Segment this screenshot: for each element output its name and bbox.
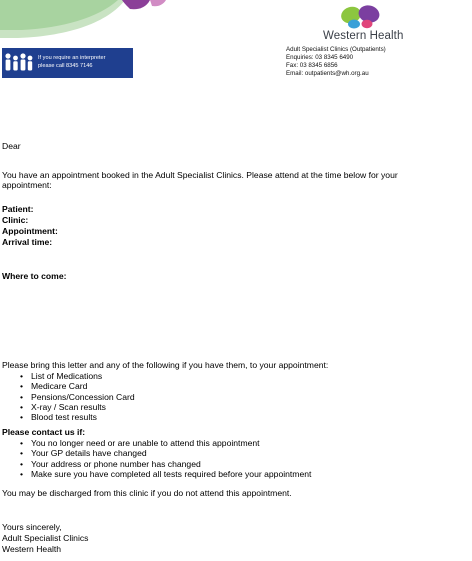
people-icon	[4, 52, 34, 74]
interpreter-line-2: please call 8345 7146	[38, 63, 93, 69]
list-item: • Your address or phone number has changed	[20, 459, 311, 469]
intro-paragraph: You have an appointment booked in the Adult Specialist Clinics. Please attend at the time below for your appointment:	[2, 170, 398, 191]
list-item: • Medicare Card	[20, 381, 135, 391]
list-item: • You no longer need or are unable to attend this appointment	[20, 438, 311, 448]
arrival-time-label: Arrival time:	[2, 237, 53, 247]
list-item: • Your GP details have changed	[20, 448, 311, 458]
clinic-label: Clinic:	[2, 215, 29, 225]
contact-department: Adult Specialist Clinics (Outpatients)	[286, 46, 386, 53]
bring-intro: Please bring this letter and any of the following if you have them, to your appointment:	[2, 360, 329, 370]
discharge-note: You may be discharged from this clinic if you do not attend this appointment.	[2, 488, 292, 498]
contact-reasons-list	[20, 438, 311, 479]
contact-us-heading: Please contact us if:	[2, 427, 86, 437]
list-item: • List of Medications	[20, 371, 135, 381]
list-item: • X-ray / Scan results	[20, 402, 135, 412]
brand-name: Western Health	[323, 30, 404, 42]
where-to-come-label: Where to come:	[2, 271, 67, 281]
contact-enquiries: Enquiries: 03 8345 6490	[286, 54, 354, 62]
bring-list	[20, 371, 135, 423]
clinic-contact-block	[286, 46, 386, 78]
header-swoosh-graphic	[0, 0, 175, 40]
interpreter-banner	[2, 48, 133, 78]
contact-fax: Fax: 03 8345 6856	[286, 62, 338, 70]
appointment-label: Appointment:	[2, 226, 58, 236]
list-item: • Make sure you have completed all tests required before your appointment	[20, 469, 311, 479]
list-item: • Blood test results	[20, 412, 135, 422]
closing: Yours sincerely,	[2, 522, 62, 532]
list-item: • Pensions/Concession Card	[20, 392, 135, 402]
patient-label: Patient:	[2, 204, 34, 214]
butterfly-logo-icon	[340, 4, 382, 30]
greeting: Dear	[2, 141, 21, 151]
contact-email: Email: outpatients@wh.org.au	[286, 70, 369, 78]
signoff-department: Adult Specialist Clinics	[2, 533, 89, 543]
interpreter-line-1: If you require an interpreter	[38, 55, 106, 62]
signoff-organisation: Western Health	[2, 544, 62, 554]
